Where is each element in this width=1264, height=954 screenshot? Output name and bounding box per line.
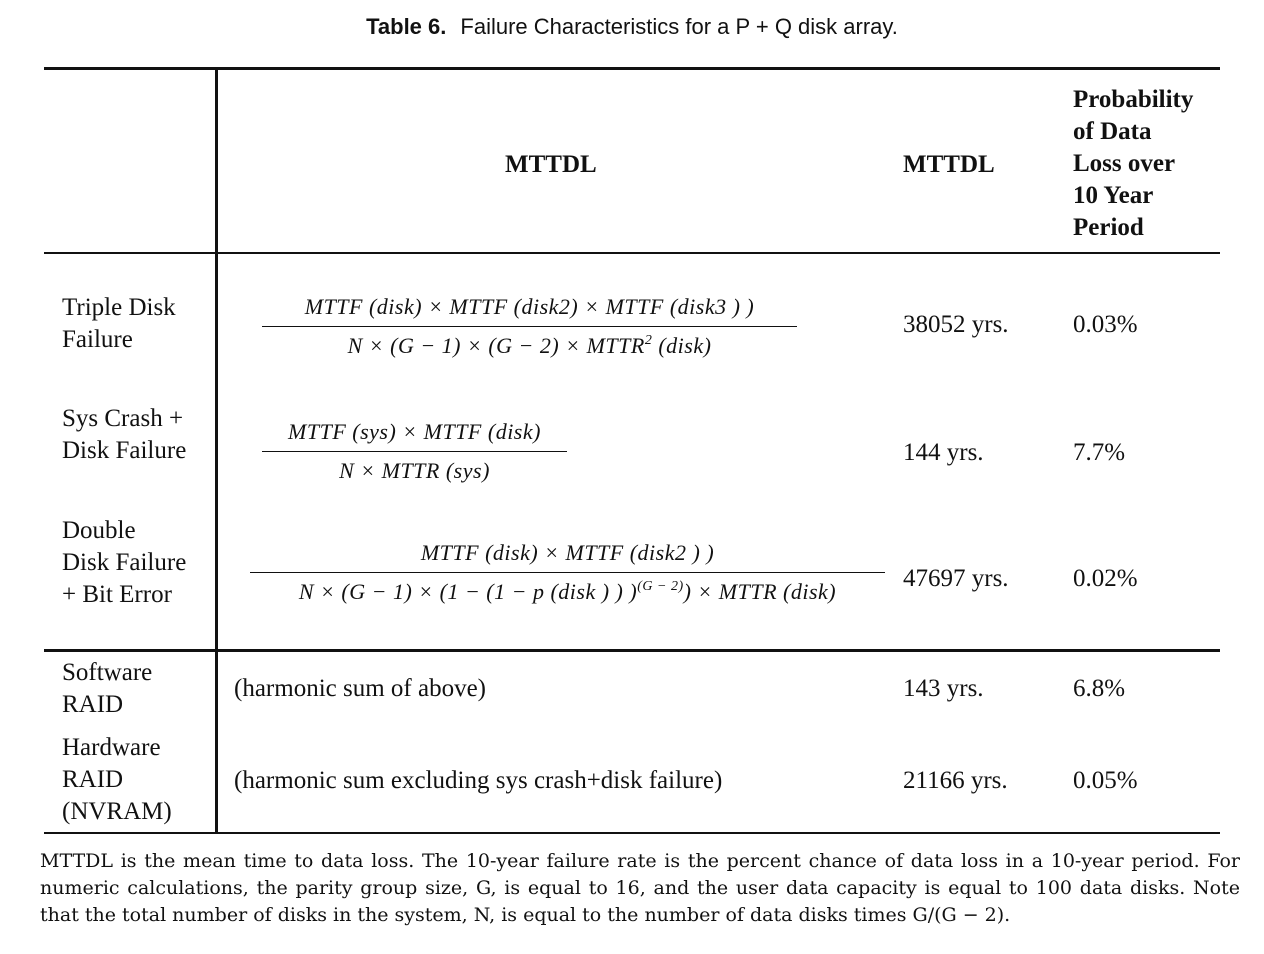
mttdl-sys-crash-disk-failure: 144 yrs.: [903, 439, 984, 466]
row-label-triple-disk-failure: [62, 292, 176, 356]
row-label-line: Software: [62, 659, 153, 686]
header-mttdl: MTTDL: [903, 151, 995, 178]
formula-denominator-part: N × (G − 1) × (G − 2) × MTTR: [347, 333, 645, 358]
header-probability-line: Probability: [1073, 86, 1194, 113]
header-formula-mttdl: MTTDL: [505, 151, 597, 178]
row-label-line: Double: [62, 517, 136, 544]
row-label-line: RAID: [62, 691, 124, 718]
table-bottom-rule: [44, 832, 1220, 834]
formula-exponent: (G − 2): [637, 579, 684, 594]
prob-triple-disk-failure: 0.03%: [1073, 311, 1138, 338]
formula-denominator-part: (disk): [652, 333, 712, 358]
row-label-line: Sys Crash +: [62, 405, 184, 432]
row-label-line: (NVRAM): [62, 798, 172, 825]
header-probability-line: Period: [1073, 214, 1144, 241]
table-top-rule: [44, 67, 1220, 70]
prob-double-disk-bit-error: 0.02%: [1073, 565, 1138, 592]
mttdl-software-raid: 143 yrs.: [903, 675, 984, 702]
row-label-hardware-raid: [62, 732, 172, 828]
header-probability-line: of Data: [1073, 118, 1152, 145]
formula-numerator: MTTF (disk) × MTTF (disk2 ) ): [250, 540, 885, 573]
row-label-line: RAID: [62, 766, 124, 793]
row-label-line: + Bit Error: [62, 581, 172, 608]
mttdl-double-disk-bit-error: 47697 yrs.: [903, 565, 1009, 592]
header-probability: [1073, 84, 1193, 244]
table-header-rule: [44, 252, 1220, 254]
table-vertical-rule: [215, 67, 218, 834]
formula-denominator: [250, 573, 885, 605]
formula-denominator: [262, 327, 797, 359]
prob-sys-crash-disk-failure: 7.7%: [1073, 439, 1126, 466]
text-software-raid: (harmonic sum of above): [234, 675, 487, 702]
mttdl-triple-disk-failure: 38052 yrs.: [903, 311, 1009, 338]
formula-denominator: N × MTTR (sys): [339, 458, 490, 483]
prob-software-raid: 6.8%: [1073, 675, 1126, 702]
prob-hardware-raid: 0.05%: [1073, 767, 1138, 794]
row-label-line: Disk Failure: [62, 437, 187, 464]
row-label-sys-crash-disk-failure: [62, 403, 186, 467]
table-footnote: MTTDL is the mean time to data loss. The 10-year failure rate is the percent chance of data loss in a 10-year period. For numeric calculations, the parity group size, G, is equal to 16, and the user data capacity is equal to 100 data disks. Note that the total number of disks in the system, N, is equal to the number of data disks times G/(G − 2).: [40, 850, 1240, 926]
formula-exponent: 2: [644, 333, 653, 348]
table-caption-label: Table 6.: [366, 14, 447, 39]
formula-denominator-part: N × (G − 1) × (1 − (1 − p (disk ) ) ): [298, 579, 638, 604]
formula-numerator: MTTF (sys) × MTTF (disk): [262, 419, 567, 452]
header-probability-line: 10 Year: [1073, 182, 1154, 209]
header-probability-line: Loss over: [1073, 150, 1176, 177]
row-label-line: Triple Disk: [62, 294, 176, 321]
table-caption: [0, 14, 1264, 40]
table-group-rule: [44, 649, 1220, 652]
row-label-line: Disk Failure: [62, 549, 187, 576]
formula-numerator: MTTF (disk) × MTTF (disk2) × MTTF (disk3 ) ): [262, 294, 797, 327]
row-label-line: Failure: [62, 326, 133, 353]
text-hardware-raid: (harmonic sum excluding sys crash+disk failure): [234, 767, 723, 794]
row-label-software-raid: [62, 657, 152, 721]
formula-triple-disk-failure: [262, 294, 797, 359]
row-label-line: Hardware: [62, 734, 161, 761]
row-label-double-disk-bit-error: [62, 515, 186, 611]
formula-sys-crash-disk-failure: [262, 419, 567, 484]
mttdl-hardware-raid: 21166 yrs.: [903, 767, 1008, 794]
formula-double-disk-bit-error: [250, 540, 885, 605]
formula-denominator-part: ) × MTTR (disk): [683, 579, 837, 604]
table-caption-text: Failure Characteristics for a P + Q disk array.: [460, 14, 898, 39]
